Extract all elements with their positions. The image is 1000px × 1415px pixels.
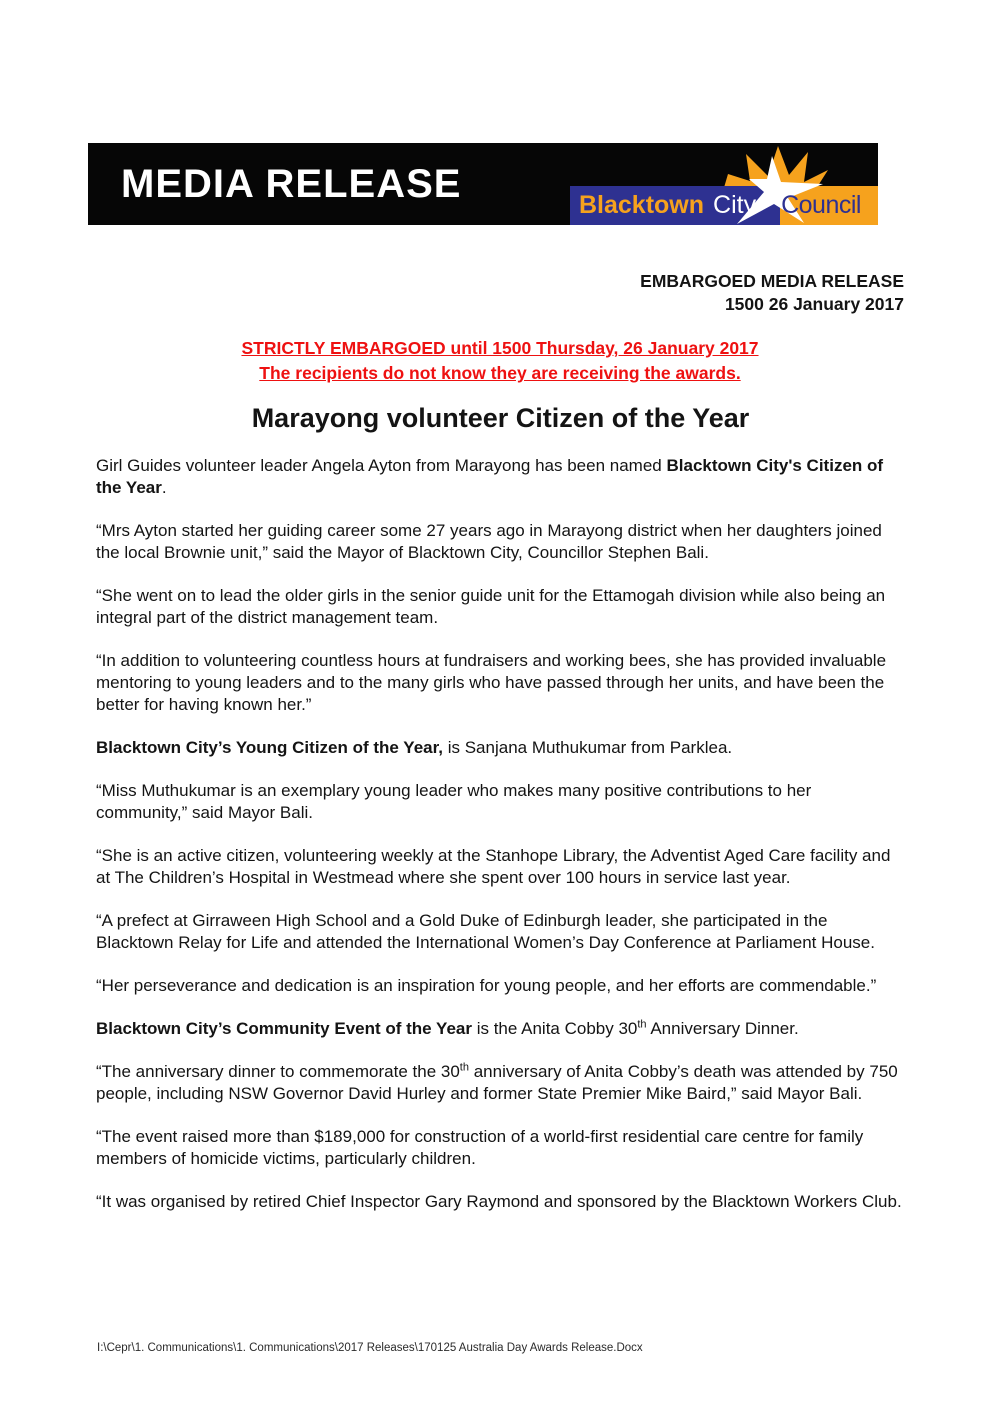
embargo-notice-line1: STRICTLY EMBARGOED until 1500 Thursday, 26 January 2017 (241, 338, 759, 358)
footer-file-path: I:\Cepr\1. Communications\1. Communications\2017 Releases\170125 Australia Day Awards Release.Docx (97, 1342, 643, 1354)
paragraph (96, 1061, 905, 1105)
text-segment: Blacktown City’s Community Event of the Year (96, 1019, 472, 1038)
text-segment: “She went on to lead the older girls in the senior guide unit for the Ettamogah division while also being an integral part of the district management team. (96, 586, 886, 627)
article (96, 402, 905, 1234)
embargo-notice-line2: The recipients do not know they are receiving the awards. (259, 363, 741, 383)
paragraph (96, 910, 905, 954)
paragraph (96, 1126, 905, 1170)
paragraph (96, 737, 905, 759)
logo-word-city: City (713, 191, 757, 219)
text-segment: Anniversary Dinner. (646, 1019, 799, 1038)
embargo-heading (96, 270, 904, 316)
embargo-notice (96, 336, 904, 386)
text-segment: “She is an active citizen, volunteering weekly at the Stanhope Library, the Adventist Aged Care facility and at The Children’s Hospital in Westmead where she spent over 100 hours in service last year. (96, 846, 891, 887)
text-segment: “A prefect at Girraween High School and a Gold Duke of Edinburgh leader, she participated in the Blacktown Relay for Life and attended the International Women’s Day Conference at Parliament House. (96, 911, 875, 952)
text-segment: th (637, 1018, 647, 1031)
text-segment: is the Anita Cobby 30 (471, 1019, 638, 1038)
text-segment: “In addition to volunteering countless hours at fundraisers and working bees, she has provided invaluable mentoring to young leaders and to the many girls who have passed through her units, and have been the better for having known her.” (96, 651, 887, 714)
text-segment: th (459, 1061, 469, 1074)
paragraph (96, 520, 905, 564)
paragraph (96, 585, 905, 629)
paragraph (96, 975, 905, 997)
text-segment: “Her perseverance and dedication is an inspiration for young people, and her efforts are commendable.” (96, 976, 877, 995)
logo-word-council: Council (781, 191, 861, 219)
text-segment: Blacktown City's Citizen of the Year (96, 456, 884, 497)
paragraph (96, 780, 905, 824)
embargo-heading-line2: 1500 26 January 2017 (724, 294, 904, 314)
logo-word-blacktown: Blacktown (579, 191, 705, 219)
page-title: MEDIA RELEASE (121, 161, 462, 206)
paragraph (96, 455, 905, 499)
text-segment: “It was organised by retired Chief Inspector Gary Raymond and sponsored by the Blacktown Workers Club. (96, 1192, 902, 1211)
text-segment: “The anniversary dinner to commemorate the 30 (96, 1062, 460, 1081)
article-title: Marayong volunteer Citizen of the Year (251, 403, 750, 433)
text-segment: “The event raised more than $189,000 for construction of a world-first residential care centre for family members of homicide victims, particularly children. (96, 1127, 864, 1168)
paragraph (96, 845, 905, 889)
text-segment: . (161, 478, 167, 497)
text-segment: Girl Guides volunteer leader Angela Ayton from Marayong has been named (96, 456, 667, 475)
text-segment: anniversary of Anita Cobby’s death was attended by 750 people, including NSW Governor David Hurley and former State Premier Mike Baird,” said Mayor Bali. (96, 1062, 898, 1103)
article-body (96, 455, 905, 1213)
text-segment: “Mrs Ayton started her guiding career some 27 years ago in Marayong district when her daughters joined the local Brownie unit,” said the Mayor of Blacktown City, Councillor Stephen Bali. (96, 521, 882, 562)
paragraph (96, 1018, 905, 1040)
embargo-heading-line1: EMBARGOED MEDIA RELEASE (640, 271, 904, 291)
logo-wordmark (579, 186, 861, 225)
text-segment: “Miss Muthukumar is an exemplary young leader who makes many positive contributions to her community,” said Mayor Bali. (96, 781, 812, 822)
text-segment: is Sanjana Muthukumar from Parklea. (443, 738, 733, 757)
paragraph (96, 1191, 905, 1213)
paragraph (96, 650, 905, 716)
text-segment: Blacktown City’s Young Citizen of the Year, (96, 738, 443, 757)
